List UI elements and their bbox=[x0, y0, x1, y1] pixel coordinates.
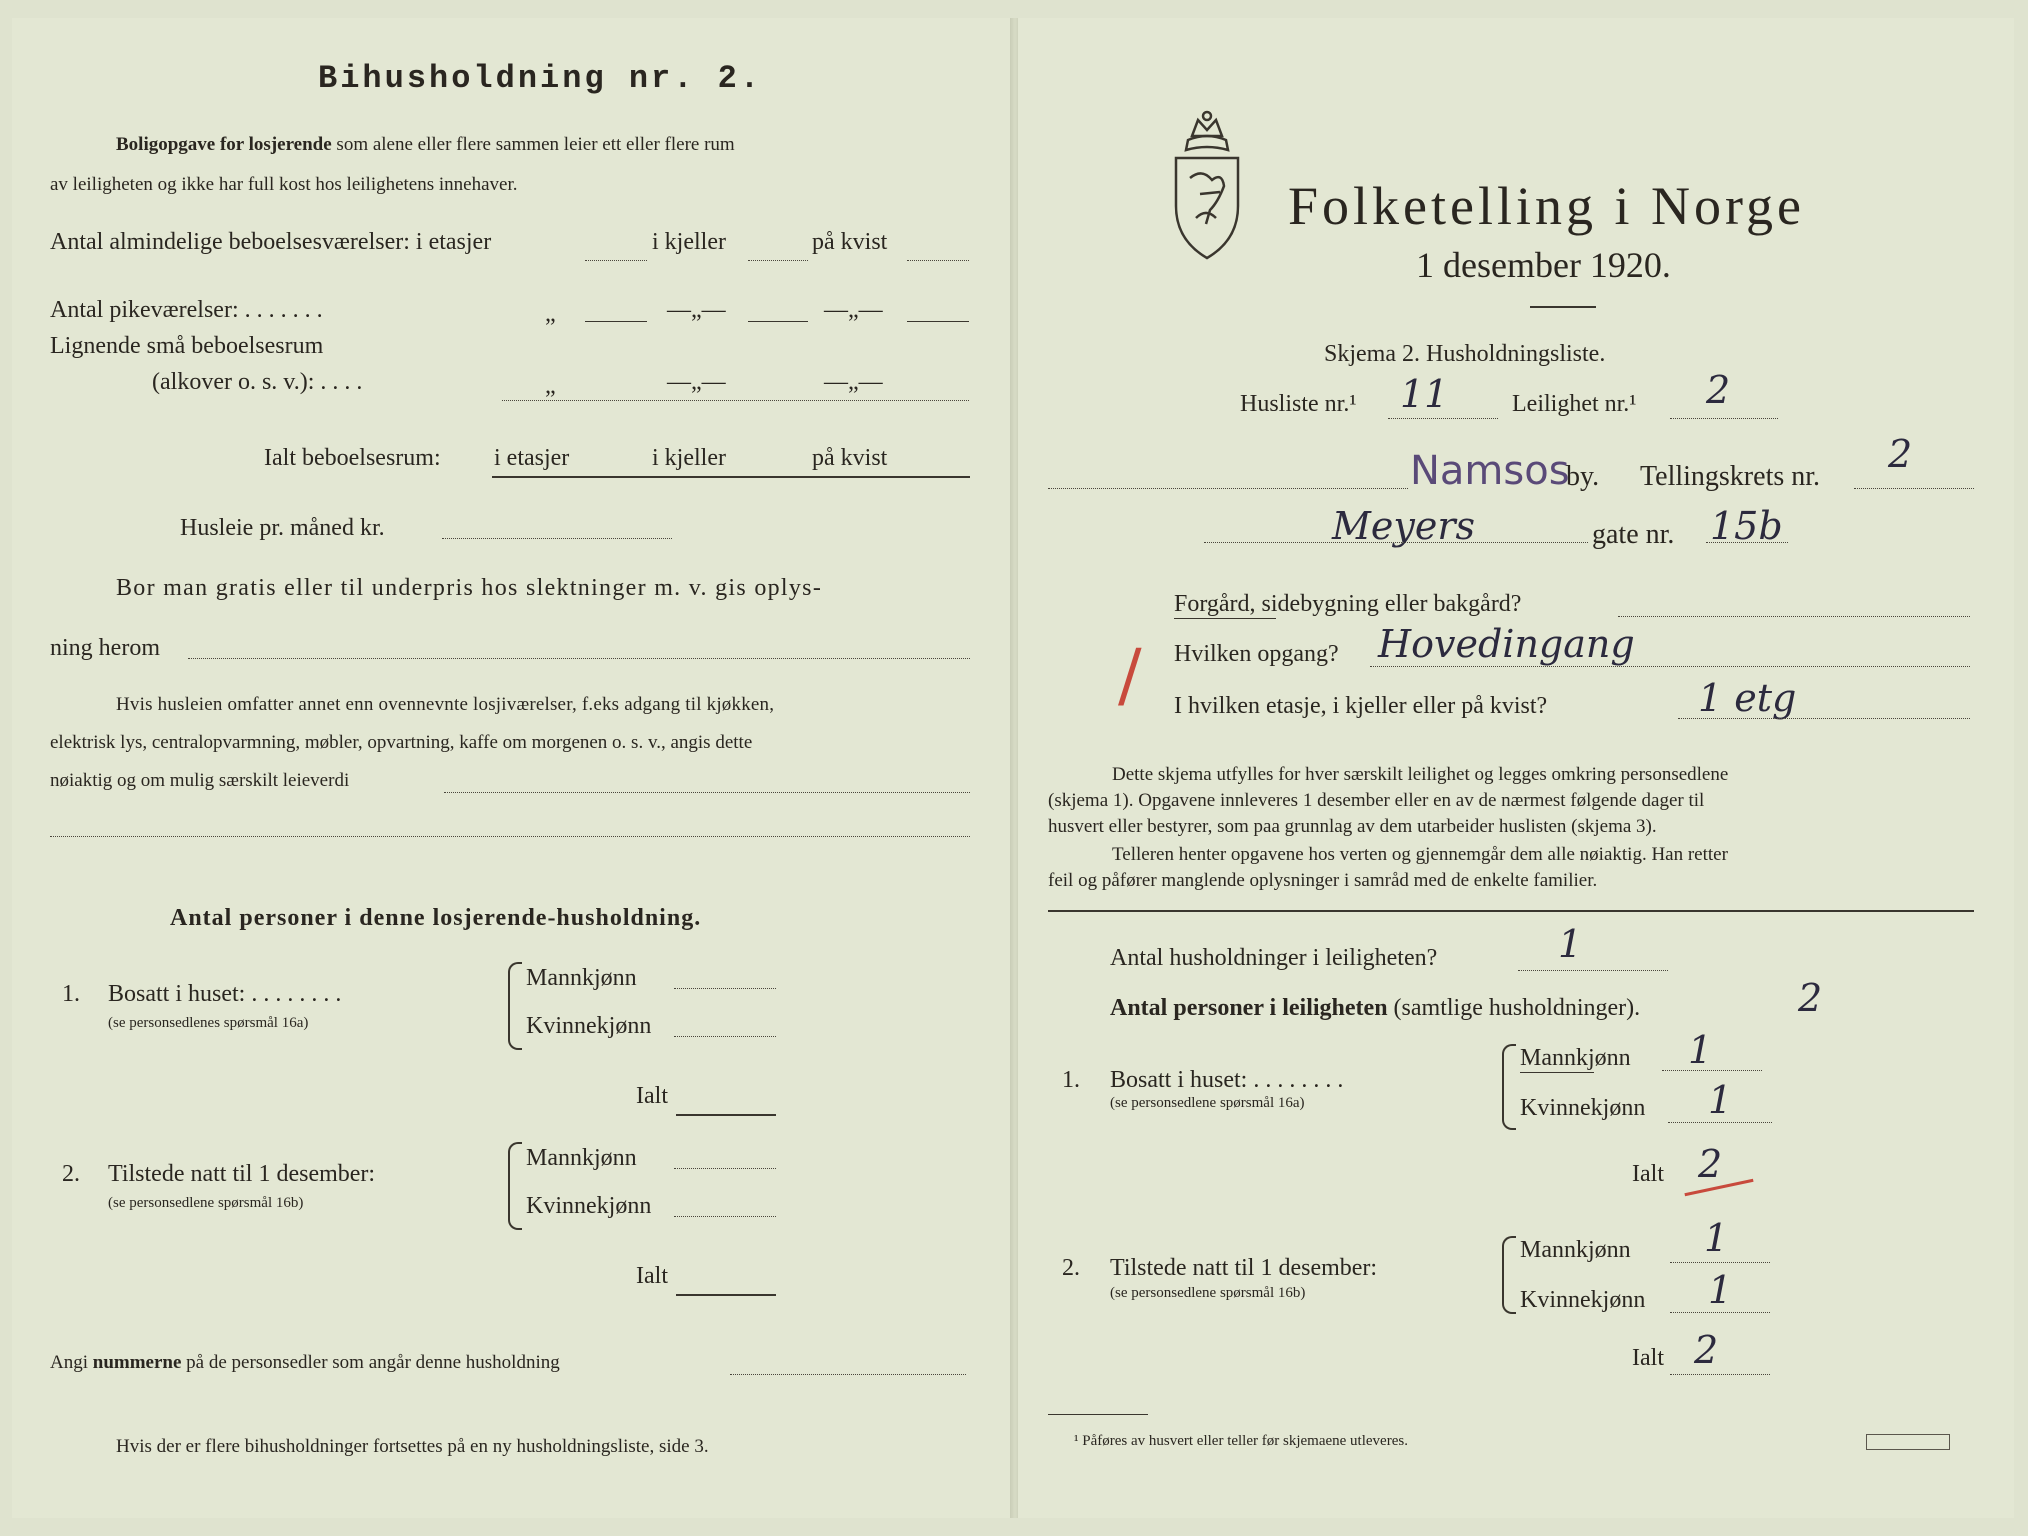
right-q1-ialt: Ialt bbox=[1632, 1161, 1664, 1187]
ditto-6: —„— bbox=[824, 369, 883, 395]
gate-value[interactable]: Meyers bbox=[1332, 504, 1476, 548]
antal-hush-value[interactable]: 1 bbox=[1558, 922, 1583, 966]
right-q2-kvinne-value[interactable]: 1 bbox=[1708, 1268, 1733, 1312]
instr-line-2: (skjema 1). Opgavene innleveres 1 desember eller en av de nærmest følgende dager til bbox=[1048, 790, 1705, 811]
right-q2-brace bbox=[1502, 1236, 1516, 1314]
right-q1-num: 1. bbox=[1062, 1067, 1080, 1093]
intro-line-1 bbox=[116, 134, 735, 157]
ditto-5: —„— bbox=[667, 369, 726, 395]
instr-line-4: Telleren henter opgavene hos verten og gjennemgår dem alle nøiaktig. Han retter bbox=[1112, 844, 1728, 865]
etasje-label: I hvilken etasje, i kjeller eller på kvist? bbox=[1174, 693, 1548, 719]
krets-value[interactable]: 2 bbox=[1888, 432, 1913, 476]
husleie-label: Husleie pr. måned kr. bbox=[180, 515, 385, 541]
angi-rest: på de personsedler som angår denne husholdning bbox=[186, 1352, 560, 1373]
right-q1-mann-value[interactable]: 1 bbox=[1688, 1028, 1713, 1072]
leieverdi-field-2[interactable] bbox=[50, 836, 970, 837]
left-q1-ialt-field[interactable] bbox=[676, 1114, 776, 1116]
right-q1-brace bbox=[1502, 1044, 1516, 1130]
right-title: Folketelling i Norge bbox=[1288, 176, 1805, 236]
right-q2-sub: (se personsedlene spørsmål 16b) bbox=[1110, 1285, 1306, 1301]
antal-pers-bold: Antal personer i leiligheten bbox=[1110, 995, 1388, 1021]
antal-pike-label: Antal pikeværelser: . . . . . . . bbox=[50, 297, 323, 323]
right-q2-ialt-field[interactable] bbox=[1670, 1374, 1770, 1375]
skjema-label: Skjema 2. Husholdningsliste. bbox=[1324, 341, 1606, 367]
right-q1-label: Bosatt i huset: . . . . . . . . bbox=[1110, 1067, 1344, 1093]
pike-kvist-field[interactable] bbox=[907, 321, 969, 322]
etasje-field[interactable] bbox=[1678, 718, 1970, 719]
right-q2-mann: Mannkjønn bbox=[1520, 1237, 1631, 1263]
angi-text bbox=[50, 1352, 560, 1375]
gate-nr-field[interactable] bbox=[1706, 542, 1788, 543]
hvis-line-1: Hvis husleien omfatter annet enn ovennevnte losjiværelser, f.eks adgang til kjøkken, bbox=[116, 694, 775, 715]
husliste-value[interactable]: 11 bbox=[1400, 372, 1449, 416]
lignende-underline[interactable] bbox=[502, 400, 969, 401]
forgard-field[interactable] bbox=[1618, 616, 1970, 617]
opgang-field[interactable] bbox=[1370, 666, 1970, 667]
etasjer-field[interactable] bbox=[585, 260, 647, 261]
left-q1-num: 1. bbox=[62, 981, 80, 1007]
left-q1-mann: Mannkjønn bbox=[526, 965, 637, 991]
left-q2-ialt: Ialt bbox=[636, 1263, 668, 1289]
leilighet-field[interactable] bbox=[1670, 418, 1778, 419]
section-rule bbox=[1048, 910, 1974, 912]
krets-field[interactable] bbox=[1854, 488, 1974, 489]
left-q1-brace bbox=[508, 962, 522, 1050]
right-q1-kvinne-field[interactable] bbox=[1668, 1122, 1772, 1123]
footnote-text: ¹ Påføres av husvert eller teller før skjemaene utleveres. bbox=[1074, 1433, 1408, 1449]
left-q2-sub: (se personsedlene spørsmål 16b) bbox=[108, 1195, 304, 1211]
husleie-field[interactable] bbox=[442, 538, 672, 539]
antal-hush-field[interactable] bbox=[1518, 970, 1668, 971]
instr-line-5: feil og påfører manglende oplysninger i samråd med de enkelte familier. bbox=[1048, 870, 1598, 891]
ditto-1: „ bbox=[545, 301, 556, 327]
left-q1-sub: (se personsedlenes spørsmål 16a) bbox=[108, 1015, 309, 1031]
intro-line-2: av leiligheten og ikke har full kost hos leilighetens innehaver. bbox=[50, 174, 518, 195]
right-q1-ialt-value[interactable]: 2 bbox=[1698, 1142, 1723, 1186]
forgard-underline bbox=[1174, 618, 1276, 619]
hvis-line-2: elektrisk lys, centralopvarmning, møbler, opvartning, kaffe om morgenen o. s. v., angis dette bbox=[50, 732, 753, 753]
left-q2-mann: Mannkjønn bbox=[526, 1145, 637, 1171]
left-page bbox=[12, 18, 1012, 1518]
left-q1-mann-field[interactable] bbox=[674, 988, 776, 989]
kvist-field[interactable] bbox=[907, 260, 969, 261]
margin-mark: / bbox=[1118, 634, 1142, 716]
etasje-value[interactable]: 1 etg bbox=[1698, 676, 1797, 720]
by-field-left[interactable] bbox=[1048, 488, 1408, 489]
right-q2-mann-value[interactable]: 1 bbox=[1704, 1216, 1729, 1260]
left-q2-ialt-field[interactable] bbox=[676, 1294, 776, 1296]
ialt-kvist-label: på kvist bbox=[812, 445, 888, 471]
left-q1-ialt: Ialt bbox=[636, 1083, 668, 1109]
left-q2-brace bbox=[508, 1142, 522, 1230]
angi-bold: nummerne bbox=[92, 1352, 182, 1373]
lignende-label-2: (alkover o. s. v.): . . . . bbox=[152, 369, 363, 395]
right-q1-kvinne: Kvinnekjønn bbox=[1520, 1095, 1646, 1121]
kjeller-label: i kjeller bbox=[652, 229, 726, 255]
leilighet-label: Leilighet nr.¹ bbox=[1512, 391, 1637, 417]
ialt-kjeller-label: i kjeller bbox=[652, 445, 726, 471]
forgard-label: Forgård, sidebygning eller bakgård? bbox=[1174, 591, 1522, 617]
pike-kjeller-field[interactable] bbox=[748, 321, 808, 322]
left-q2-mann-field[interactable] bbox=[674, 1168, 776, 1169]
intro-rest: som alene eller flere sammen leier ett eller flere rum bbox=[336, 134, 735, 155]
bor-man-text: Bor man gratis eller til underpris hos slektninger m. v. gis oplys- bbox=[116, 575, 823, 601]
leieverdi-field[interactable] bbox=[444, 792, 970, 793]
right-q1-mann-field[interactable] bbox=[1662, 1070, 1762, 1071]
by-label: by. bbox=[1566, 461, 1600, 492]
intro-bold: Boligopgave for losjerende bbox=[116, 134, 332, 155]
left-q1-kvinne: Kvinnekjønn bbox=[526, 1013, 652, 1039]
gate-label: gate nr. bbox=[1592, 519, 1675, 550]
printer-stamp bbox=[1866, 1434, 1950, 1450]
left-q1-label: Bosatt i huset: . . . . . . . . bbox=[108, 981, 342, 1007]
opgang-label: Hvilken opgang? bbox=[1174, 641, 1339, 667]
opgang-value[interactable]: Hovedingang bbox=[1378, 622, 1635, 666]
ning-herom-text: ning herom bbox=[50, 635, 160, 661]
ditto-4: „ bbox=[545, 373, 556, 399]
angi-field[interactable] bbox=[730, 1374, 966, 1375]
ditto-2: —„— bbox=[667, 297, 726, 323]
hvis-flere-text: Hvis der er flere bihusholdninger fortsettes på en ny husholdningsliste, side 3. bbox=[116, 1436, 709, 1457]
antal-pers-text bbox=[1110, 994, 1640, 1023]
antal-pers-value[interactable]: 2 bbox=[1798, 976, 1823, 1020]
gate-field[interactable] bbox=[1204, 542, 1588, 543]
lignende-label-1: Lignende små beboelsesrum bbox=[50, 333, 324, 359]
antal-pers-rest: (samtlige husholdninger). bbox=[1393, 995, 1641, 1021]
hvis-line-3: nøiaktig og om mulig særskilt leieverdi bbox=[50, 770, 350, 791]
right-q1-kvinne-value[interactable]: 1 bbox=[1708, 1078, 1733, 1122]
gate-nr-value[interactable]: 15b bbox=[1710, 504, 1783, 548]
antal-hush-label: Antal husholdninger i leiligheten? bbox=[1110, 945, 1438, 971]
census-date: 1 desember 1920. bbox=[1416, 245, 1671, 285]
krets-label: Tellingskrets nr. bbox=[1640, 461, 1821, 492]
left-q2-label: Tilstede natt til 1 desember: bbox=[108, 1161, 376, 1187]
left-q2-kvinne-field[interactable] bbox=[674, 1216, 776, 1217]
right-q2-mann-field[interactable] bbox=[1670, 1262, 1770, 1263]
husliste-field[interactable] bbox=[1388, 418, 1498, 419]
kjeller-field[interactable] bbox=[748, 260, 808, 261]
angi-pre: Angi bbox=[50, 1352, 88, 1373]
ialt-etasjer-label: i etasjer bbox=[494, 445, 570, 471]
right-q2-num: 2. bbox=[1062, 1255, 1080, 1281]
left-title: Bihusholdning nr. 2. bbox=[318, 60, 763, 97]
instr-line-3: husvert eller bestyrer, som paa grunnlag av dem utarbeider huslisten (skjema 3). bbox=[1048, 816, 1657, 837]
right-q2-kvinne: Kvinnekjønn bbox=[1520, 1287, 1646, 1313]
right-q2-ialt-value[interactable]: 2 bbox=[1694, 1328, 1719, 1372]
left-q2-num: 2. bbox=[62, 1161, 80, 1187]
ialt-rum-underline[interactable] bbox=[492, 476, 970, 478]
right-q1-mann: Mannkjønn bbox=[1520, 1045, 1631, 1071]
footnote-rule bbox=[1048, 1414, 1148, 1415]
antal-alm-label: Antal almindelige beboelsesværelser: i etasjer bbox=[50, 229, 492, 255]
by-value[interactable]: Namsos bbox=[1410, 448, 1570, 494]
left-q2-kvinne: Kvinnekjønn bbox=[526, 1193, 652, 1219]
right-page bbox=[1018, 18, 2014, 1518]
right-q1-sub: (se personsedlene spørsmål 16a) bbox=[1110, 1095, 1305, 1111]
right-q1-mann-underline bbox=[1520, 1072, 1594, 1073]
left-q1-kvinne-field[interactable] bbox=[674, 1036, 776, 1037]
ning-herom-field[interactable] bbox=[188, 658, 970, 659]
kvist-label: på kvist bbox=[812, 229, 888, 255]
ditto-3: —„— bbox=[824, 297, 883, 323]
right-q2-label: Tilstede natt til 1 desember: bbox=[1110, 1255, 1378, 1281]
leilighet-value[interactable]: 2 bbox=[1706, 368, 1731, 412]
antal-personer-heading: Antal personer i denne losjerende-husholdning. bbox=[170, 905, 702, 931]
right-q2-ialt: Ialt bbox=[1632, 1345, 1664, 1371]
title-rule bbox=[1530, 306, 1596, 308]
right-q2-kvinne-field[interactable] bbox=[1670, 1312, 1770, 1313]
ialt-rum-label: Ialt beboelsesrum: bbox=[264, 445, 441, 471]
coat-of-arms-emblem bbox=[1162, 106, 1252, 266]
pike-etasjer-field[interactable] bbox=[585, 321, 647, 322]
instr-line-1: Dette skjema utfylles for hver særskilt leilighet og legges omkring personsedlene bbox=[1112, 764, 1729, 785]
husliste-label: Husliste nr.¹ bbox=[1240, 391, 1357, 417]
